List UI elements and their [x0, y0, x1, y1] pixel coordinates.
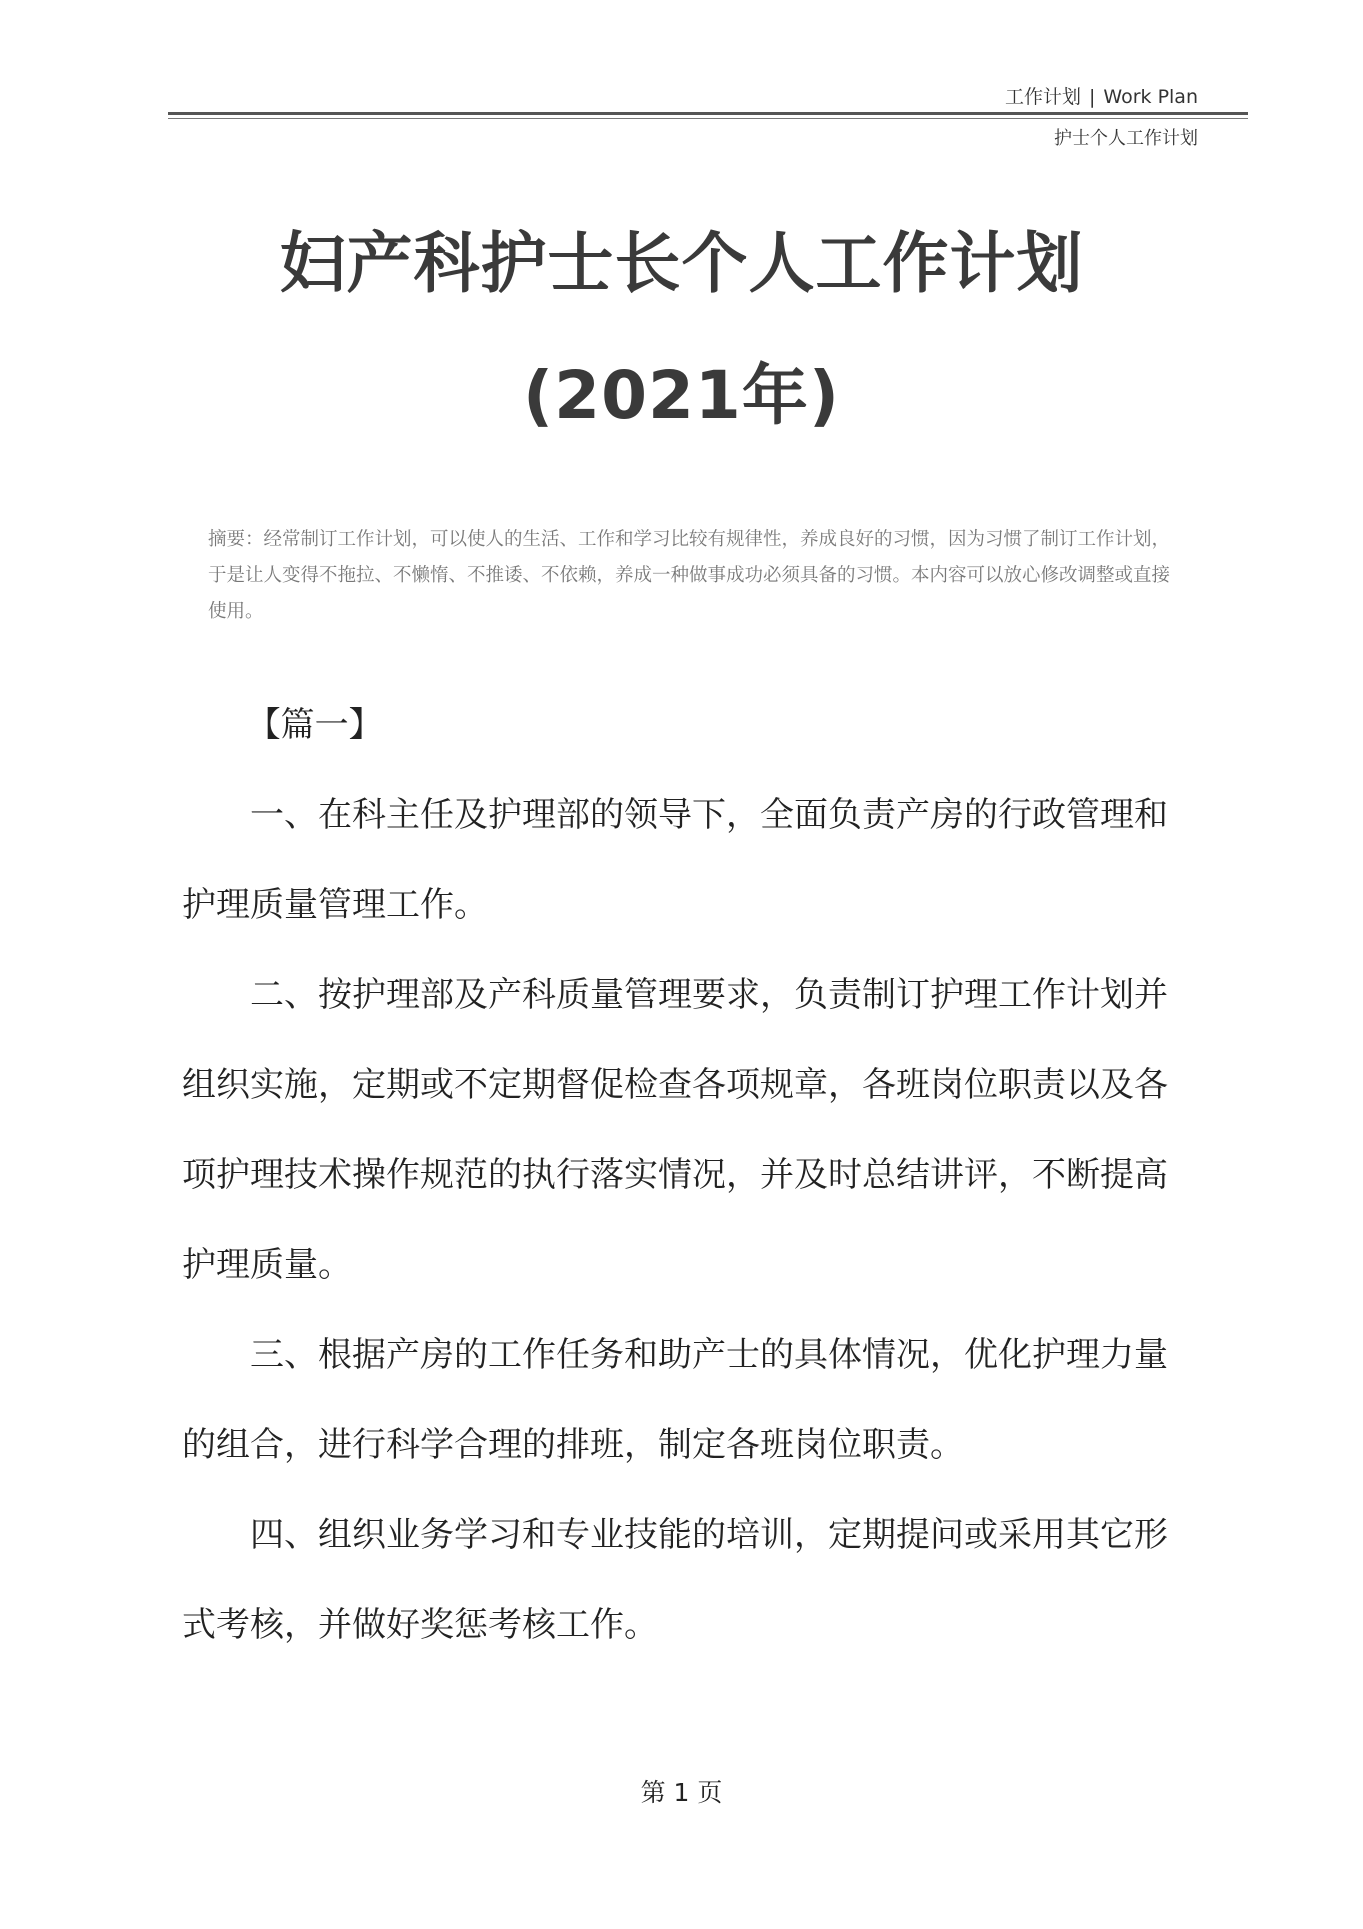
- body-paragraph: 四、组织业务学习和专业技能的培训，定期提问或采用其它形式考核，并做好奖惩考核工作。: [182, 1515, 1168, 1645]
- header-category: [1005, 82, 1198, 109]
- document-abstract: 摘要：经常制订工作计划，可以使人的生活、工作和学习比较有规律性，养成良好的习惯，因为习惯了制订工作计划，于是让人变得不拖拉、不懒惰、不推诿、不依赖，养成一种做事成功必须具备的习惯。本内容可以放心修改调整或直接使用。: [208, 529, 1171, 622]
- body-paragraph: 三、根据产房的工作任务和助产士的具体情况，优化护理力量的组合，进行科学合理的排班，制定各班岗位职责。: [182, 1335, 1168, 1465]
- header-divider-thin: [168, 118, 1248, 119]
- header-category-cn: 工作计划: [1005, 86, 1082, 108]
- header-subtitle: 护士个人工作计划: [1054, 128, 1198, 149]
- header-divider-thick: [168, 112, 1248, 115]
- document-title: 妇产科护士长个人工作计划(2021年): [279, 225, 1084, 434]
- header-category-en: Work Plan: [1103, 86, 1198, 108]
- body-paragraph: 一、在科主任及护理部的领导下，全面负责产房的行政管理和护理质量管理工作。: [182, 795, 1168, 925]
- document-body: [182, 680, 1182, 1670]
- section-label: 【篇一】: [246, 705, 383, 745]
- page-number: 第 1 页: [640, 1778, 723, 1807]
- header-separator: |: [1089, 86, 1096, 108]
- body-paragraph: 二、按护理部及产科质量管理要求，负责制订护理工作计划并组织实施，定期或不定期督促检查各项规章，各班岗位职责以及各项护理技术操作规范的执行落实情况，并及时总结讲评，不断提高护理质量。: [182, 975, 1168, 1285]
